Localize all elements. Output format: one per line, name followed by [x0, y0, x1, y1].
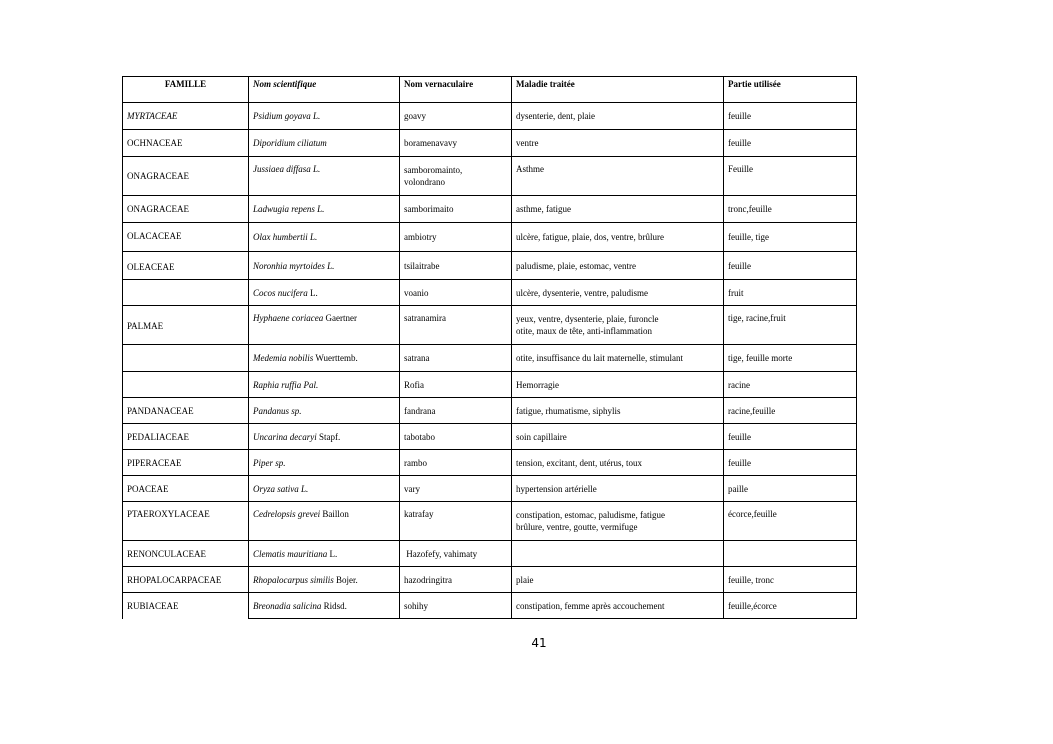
- scientific-name-cell: [249, 345, 400, 372]
- vernacular-name-cell: ambiotry: [400, 223, 512, 252]
- disease-cell: otite, insuffisance du lait maternelle, stimulant: [512, 345, 724, 372]
- page-number: 41: [531, 636, 547, 650]
- scientific-name-cell: [249, 398, 400, 424]
- part-used-cell: feuille, tronc: [724, 567, 857, 593]
- part-used-cell: racine: [724, 372, 857, 398]
- scientific-name: Cedrelopsis grevei: [253, 509, 321, 519]
- part-used-cell: [724, 541, 857, 567]
- disease-cell: [512, 502, 724, 541]
- part-used-cell: feuille: [724, 130, 857, 157]
- vernacular-name-cell: boramenavavy: [400, 130, 512, 157]
- part-used-cell: fruit: [724, 280, 857, 306]
- scientific-name-cell: [249, 306, 400, 345]
- family-cell-empty: [123, 372, 249, 398]
- vernacular-name-cell: hazodringitra: [400, 567, 512, 593]
- family-cell: PTAEROXYLACEAE: [123, 502, 249, 541]
- scientific-name: Hyphaene coriacea: [253, 313, 324, 323]
- scientific-name: Diporidium ciliatum: [253, 138, 327, 148]
- header-maladie-traitee: Maladie traitée: [512, 77, 724, 103]
- disease-line: constipation, estomac, paludisme, fatigue: [516, 510, 665, 520]
- disease-cell: Asthme: [512, 157, 724, 196]
- part-used-cell: feuille, tige: [724, 223, 857, 252]
- disease-cell: soin capillaire: [512, 424, 724, 450]
- scientific-author: Stapf.: [316, 431, 341, 442]
- disease-cell: hypertension artérielle: [512, 476, 724, 502]
- table-row: [123, 424, 857, 450]
- scientific-name: Piper sp.: [253, 457, 286, 468]
- table-row: [123, 541, 857, 567]
- scientific-name: Cocos nucifera: [253, 287, 308, 298]
- scientific-author: Gaertner: [323, 313, 357, 323]
- part-used-cell: feuille: [724, 424, 857, 450]
- vernacular-name-cell: goavy: [400, 103, 512, 130]
- vernacular-name-cell: samborimaito: [400, 196, 512, 223]
- vernacular-name-cell: tabotabo: [400, 424, 512, 450]
- scientific-name: Ladwugia repens L.: [253, 204, 325, 214]
- part-used-cell: paille: [724, 476, 857, 502]
- scientific-name-cell: [249, 252, 400, 280]
- scientific-author: L.: [307, 287, 318, 298]
- scientific-name-cell: [249, 196, 400, 223]
- table-header-row: [123, 77, 857, 103]
- scientific-name: Noronhia myrtoides L.: [253, 260, 335, 271]
- scientific-name-cell: [249, 372, 400, 398]
- scientific-name-cell: [249, 280, 400, 306]
- family-cell: RHOPALOCARPACEAE: [123, 567, 249, 593]
- family-cell: MYRTACEAE: [123, 103, 249, 130]
- vernacular-name-cell: fandrana: [400, 398, 512, 424]
- disease-cell: [512, 541, 724, 567]
- scientific-name-cell: [249, 223, 400, 252]
- family-cell: POACEAE: [123, 476, 249, 502]
- vernacular-name-cell: tsilaitrabe: [400, 252, 512, 280]
- table-row: [123, 130, 857, 157]
- vernacular-name-cell: [400, 157, 512, 196]
- disease-cell: ulcère, fatigue, plaie, dos, ventre, brûlure: [512, 223, 724, 252]
- disease-cell: plaie: [512, 567, 724, 593]
- part-used-cell: tige, racine,fruit: [724, 306, 857, 345]
- family-cell: RENONCULACEAE: [123, 541, 249, 567]
- scientific-author: Baillon: [320, 509, 349, 519]
- vernacular-name-cell: satranamira: [400, 306, 512, 345]
- part-used-cell: feuille,écorce: [724, 593, 857, 619]
- table-row: [123, 567, 857, 593]
- table-row: [123, 306, 857, 345]
- disease-line: brûlure, ventre, goutte, vermifuge: [516, 522, 638, 532]
- part-used-cell: écorce,feuille: [724, 502, 857, 541]
- family-cell-empty: [123, 280, 249, 306]
- family-cell-empty: [123, 345, 249, 372]
- part-used-cell: Feuille: [724, 157, 857, 196]
- scientific-author: Bojer.: [333, 574, 358, 585]
- disease-cell: Hemorragie: [512, 372, 724, 398]
- scientific-name: Medemia nobilis: [253, 353, 314, 363]
- family-cell: OLACACEAE: [123, 223, 249, 252]
- table-row: [123, 476, 857, 502]
- family-cell: ONAGRACEAE: [123, 157, 249, 196]
- table-row: [123, 450, 857, 476]
- vernacular-name-cell: Hazofefy, vahimaty: [400, 541, 512, 567]
- table-row: [123, 223, 857, 252]
- scientific-name: Olax humbertii L.: [253, 232, 318, 242]
- disease-cell: tension, excitant, dent, utérus, toux: [512, 450, 724, 476]
- vernacular-name-line: volondrano: [404, 177, 445, 187]
- header-nom-scientifique: Nom scientifique: [249, 77, 400, 103]
- family-cell: PANDANACEAE: [123, 398, 249, 424]
- family-cell: OLEACEAE: [123, 252, 249, 280]
- table-row: [123, 103, 857, 130]
- family-cell: PALMAE: [123, 306, 249, 345]
- disease-cell: constipation, femme après accouchement: [512, 593, 724, 619]
- disease-cell: [512, 306, 724, 345]
- vernacular-name-cell: satrana: [400, 345, 512, 372]
- scientific-name-cell: [249, 567, 400, 593]
- scientific-name-cell: [249, 450, 400, 476]
- table-row: [123, 196, 857, 223]
- part-used-cell: feuille: [724, 103, 857, 130]
- plants-table: [122, 76, 857, 619]
- table-row: [123, 280, 857, 306]
- disease-cell: ulcère, dysenterie, ventre, paludisme: [512, 280, 724, 306]
- header-partie-utilisee: Partie utilisée: [724, 77, 857, 103]
- table-row: [123, 252, 857, 280]
- scientific-name: Uncarina decaryi: [253, 431, 317, 442]
- part-used-cell: feuille: [724, 450, 857, 476]
- vernacular-name-line: samboromainto,: [404, 165, 463, 175]
- vernacular-name-cell: Rofia: [400, 372, 512, 398]
- header-nom-vernaculaire: Nom vernaculaire: [400, 77, 512, 103]
- scientific-name-cell: [249, 157, 400, 196]
- family-cell: PEDALIACEAE: [123, 424, 249, 450]
- vernacular-name-cell: vary: [400, 476, 512, 502]
- table-row: [123, 593, 857, 619]
- table-row: [123, 502, 857, 541]
- vernacular-name-cell: voanio: [400, 280, 512, 306]
- disease-cell: asthme, fatigue: [512, 196, 724, 223]
- family-cell: OCHNACEAE: [123, 130, 249, 157]
- scientific-name: Psidium goyava L.: [253, 111, 321, 121]
- scientific-name: Clematis mauritiana: [253, 548, 328, 559]
- scientific-author: L.: [327, 548, 338, 559]
- vernacular-name-cell: sohihy: [400, 593, 512, 619]
- scientific-author: Wuerttemb.: [313, 353, 358, 363]
- disease-cell: paludisme, plaie, estomac, ventre: [512, 252, 724, 280]
- table-row: [123, 372, 857, 398]
- scientific-name-cell: [249, 130, 400, 157]
- part-used-cell: tige, feuille morte: [724, 345, 857, 372]
- disease-cell: dysenterie, dent, plaie: [512, 103, 724, 130]
- table-row: [123, 398, 857, 424]
- part-used-cell: feuille: [724, 252, 857, 280]
- scientific-author: Ridsd.: [321, 600, 347, 611]
- scientific-name-cell: [249, 541, 400, 567]
- scientific-name: Jussiaea diffasa L.: [253, 164, 321, 174]
- scientific-name: Raphia ruffia Pal.: [253, 379, 319, 390]
- scientific-name: Oryza sativa L.: [253, 483, 309, 494]
- scientific-name-cell: [249, 502, 400, 541]
- scientific-name-cell: [249, 476, 400, 502]
- header-famille: FAMILLE: [123, 77, 249, 103]
- disease-cell: fatigue, rhumatisme, siphylis: [512, 398, 724, 424]
- part-used-cell: racine,feuille: [724, 398, 857, 424]
- family-cell: ONAGRACEAE: [123, 196, 249, 223]
- scientific-name-cell: [249, 424, 400, 450]
- scientific-name-cell: [249, 103, 400, 130]
- family-cell: PIPERACEAE: [123, 450, 249, 476]
- scientific-name: Breonadia salicina: [253, 600, 322, 611]
- table-row: [123, 157, 857, 196]
- scientific-name-cell: [249, 593, 400, 619]
- table-row: [123, 345, 857, 372]
- disease-cell: ventre: [512, 130, 724, 157]
- part-used-cell: tronc,feuille: [724, 196, 857, 223]
- vernacular-name-cell: katrafay: [400, 502, 512, 541]
- scientific-name: Pandanus sp.: [253, 405, 302, 416]
- disease-line: yeux, ventre, dysenterie, plaie, furoncle: [516, 314, 659, 324]
- scientific-name: Rhopalocarpus similis: [253, 574, 334, 585]
- vernacular-name-cell: rambo: [400, 450, 512, 476]
- disease-line: otite, maux de tête, anti-inflammation: [516, 326, 652, 336]
- family-cell: RUBIACEAE: [123, 593, 249, 619]
